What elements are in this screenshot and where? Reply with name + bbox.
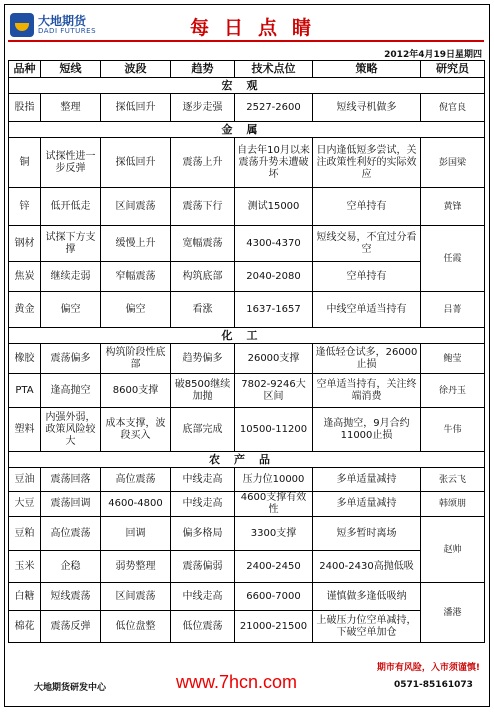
cell-product: 橡胶	[9, 344, 41, 374]
cell-short-term: 继续走弱	[41, 262, 101, 292]
cell-swing: 高位震荡	[101, 468, 171, 492]
cell-swing: 低位盘整	[101, 611, 171, 643]
cell-technical-level: 3300支撑	[235, 517, 313, 551]
table-row	[9, 188, 485, 226]
cell-analyst: 赵帅	[421, 517, 485, 583]
cell-short-term: 震荡回落	[41, 468, 101, 492]
cell-product: 焦炭	[9, 262, 41, 292]
cell-short-term: 震荡回调	[41, 492, 101, 517]
cell-strategy: 日内逢低短多尝试，关注政策性利好的实际效应	[313, 138, 421, 188]
table-row	[9, 226, 485, 262]
table-row	[9, 374, 485, 408]
cell-analyst: 倪官良	[421, 94, 485, 122]
cell-swing: 偏空	[101, 292, 171, 328]
cell-product: 铜	[9, 138, 41, 188]
column-header: 品种	[9, 61, 41, 78]
cell-strategy: 2400-2430高抛低吸	[313, 551, 421, 583]
report-title: 每日点睛	[189, 17, 326, 39]
cell-technical-level: 26000支撑	[235, 344, 313, 374]
cell-analyst: 吕菁	[421, 292, 485, 328]
table-row	[9, 138, 485, 188]
cell-product: 白糖	[9, 583, 41, 611]
cell-technical-level: 测试15000	[235, 188, 313, 226]
cell-strategy: 空单持有	[313, 262, 421, 292]
cell-strategy: 短线交易，不宜过分看空	[313, 226, 421, 262]
cell-short-term: 震荡反弹	[41, 611, 101, 643]
cell-strategy: 逢低轻仓试多，26000止损	[313, 344, 421, 374]
cell-strategy: 多单适量减持	[313, 468, 421, 492]
risk-warning: 期市有风险，入市须谨慎!	[376, 663, 480, 673]
section-title: 宏观	[9, 78, 485, 94]
section-title: 化工	[9, 328, 485, 344]
report-footer	[8, 660, 484, 700]
cell-strategy: 多单适量减持	[313, 492, 421, 517]
table-row	[9, 583, 485, 611]
cell-product: 棉花	[9, 611, 41, 643]
cell-trend: 宽幅震荡	[171, 226, 235, 262]
cell-analyst: 潘港	[421, 583, 485, 643]
cell-strategy: 谨慎做多逢低吸纳	[313, 583, 421, 611]
cell-short-term: 偏空	[41, 292, 101, 328]
cell-trend: 破8500继续加抛	[171, 374, 235, 408]
column-header: 策略	[313, 61, 421, 78]
cell-analyst: 牛伟	[421, 408, 485, 452]
website-watermark: www.7hcn.com	[176, 672, 298, 692]
cell-short-term: 企稳	[41, 551, 101, 583]
cell-technical-level: 自去年10月以来震荡升势未遭破坏	[235, 138, 313, 188]
table-row	[9, 492, 485, 517]
logo-text-en: DADI FUTURES	[38, 27, 97, 35]
cell-technical-level: 10500-11200	[235, 408, 313, 452]
cell-trend: 震荡偏弱	[171, 551, 235, 583]
cell-swing: 弱势整理	[101, 551, 171, 583]
column-header: 短线	[41, 61, 101, 78]
cell-technical-level: 4300-4370	[235, 226, 313, 262]
cell-product: PTA	[9, 374, 41, 408]
cell-product: 大豆	[9, 492, 41, 517]
section-row-macro	[9, 78, 485, 94]
column-header: 趋势	[171, 61, 235, 78]
strategy-table	[8, 60, 485, 643]
column-header: 技术点位	[235, 61, 313, 78]
cell-short-term: 低开低走	[41, 188, 101, 226]
cell-strategy: 逢高抛空，9月合约11000止损	[313, 408, 421, 452]
section-row-chem	[9, 328, 485, 344]
report-date: 2012年4月19日星期四	[384, 50, 482, 60]
table-row	[9, 551, 485, 583]
cell-strategy: 空单适当持有，关注终端消费	[313, 374, 421, 408]
cell-strategy: 中线空单适当持有	[313, 292, 421, 328]
cell-strategy: 上破压力位空单减持，下破空单加仓	[313, 611, 421, 643]
cell-technical-level: 6600-7000	[235, 583, 313, 611]
cell-swing: 探低回升	[101, 138, 171, 188]
cell-swing: 窄幅震荡	[101, 262, 171, 292]
cell-trend: 底部完成	[171, 408, 235, 452]
cell-strategy: 短多暂时离场	[313, 517, 421, 551]
phone-number: 0571-85161073	[394, 680, 473, 690]
cell-short-term: 短线震荡	[41, 583, 101, 611]
cell-trend: 震荡上升	[171, 138, 235, 188]
cell-short-term: 内强外弱，政策风险较大	[41, 408, 101, 452]
cell-short-term: 试探性进一步反弹	[41, 138, 101, 188]
cell-trend: 偏多格局	[171, 517, 235, 551]
cell-short-term: 逢高抛空	[41, 374, 101, 408]
column-header: 波段	[101, 61, 171, 78]
company-logo	[10, 12, 100, 38]
cell-product: 玉米	[9, 551, 41, 583]
cell-product: 塑料	[9, 408, 41, 452]
cell-technical-level: 1637-1657	[235, 292, 313, 328]
cell-trend: 逐步走强	[171, 94, 235, 122]
cell-analyst: 任霞	[421, 226, 485, 292]
cell-technical-level: 4600支撑有效性	[235, 492, 313, 517]
cell-trend: 中线走高	[171, 492, 235, 517]
logo-icon	[10, 13, 34, 37]
cell-trend: 构筑底部	[171, 262, 235, 292]
cell-swing: 缓慢上升	[101, 226, 171, 262]
cell-product: 黄金	[9, 292, 41, 328]
report-header	[8, 10, 484, 42]
logo-text-cn: 大地期货	[38, 14, 87, 28]
cell-trend: 中线走高	[171, 468, 235, 492]
cell-technical-level: 7802-9246大区间	[235, 374, 313, 408]
table-row	[9, 94, 485, 122]
cell-trend: 震荡下行	[171, 188, 235, 226]
table-row	[9, 262, 485, 292]
cell-trend: 趋势偏多	[171, 344, 235, 374]
table-row	[9, 468, 485, 492]
cell-short-term: 高位震荡	[41, 517, 101, 551]
cell-product: 钢材	[9, 226, 41, 262]
cell-trend: 低位震荡	[171, 611, 235, 643]
cell-swing: 区间震荡	[101, 583, 171, 611]
cell-analyst: 彭国梁	[421, 138, 485, 188]
cell-swing: 成本支撑，波段买入	[101, 408, 171, 452]
table-header-row	[9, 61, 485, 78]
cell-strategy: 空单持有	[313, 188, 421, 226]
table-row	[9, 292, 485, 328]
cell-technical-level: 2040-2080	[235, 262, 313, 292]
cell-analyst: 徐丹玉	[421, 374, 485, 408]
cell-strategy: 短线寻机做多	[313, 94, 421, 122]
cell-product: 豆油	[9, 468, 41, 492]
cell-short-term: 震荡偏多	[41, 344, 101, 374]
cell-technical-level: 21000-21500	[235, 611, 313, 643]
cell-analyst: 鲍莹	[421, 344, 485, 374]
table-row	[9, 517, 485, 551]
cell-swing: 探低回升	[101, 94, 171, 122]
cell-analyst: 黄锋	[421, 188, 485, 226]
section-row-agri	[9, 452, 485, 468]
cell-short-term: 试探下方支撑	[41, 226, 101, 262]
cell-swing: 4600-4800	[101, 492, 171, 517]
table-row	[9, 408, 485, 452]
cell-analyst: 张云飞	[421, 468, 485, 492]
table-row	[9, 344, 485, 374]
cell-product: 锌	[9, 188, 41, 226]
cell-technical-level: 2400-2450	[235, 551, 313, 583]
cell-product: 豆粕	[9, 517, 41, 551]
research-center: 大地期货研发中心	[34, 683, 107, 693]
cell-technical-level: 压力位10000	[235, 468, 313, 492]
cell-product: 股指	[9, 94, 41, 122]
section-title: 农产品	[9, 452, 485, 468]
table-row	[9, 611, 485, 643]
cell-swing: 构筑阶段性底部	[101, 344, 171, 374]
cell-trend: 中线走高	[171, 583, 235, 611]
section-row-metals	[9, 122, 485, 138]
cell-trend: 看涨	[171, 292, 235, 328]
cell-technical-level: 2527-2600	[235, 94, 313, 122]
section-title: 金属	[9, 122, 485, 138]
cell-swing: 区间震荡	[101, 188, 171, 226]
cell-analyst: 韩颂朋	[421, 492, 485, 517]
column-header: 研究员	[421, 61, 485, 78]
cell-short-term: 整理	[41, 94, 101, 122]
cell-swing: 8600支撑	[101, 374, 171, 408]
cell-swing: 回调	[101, 517, 171, 551]
